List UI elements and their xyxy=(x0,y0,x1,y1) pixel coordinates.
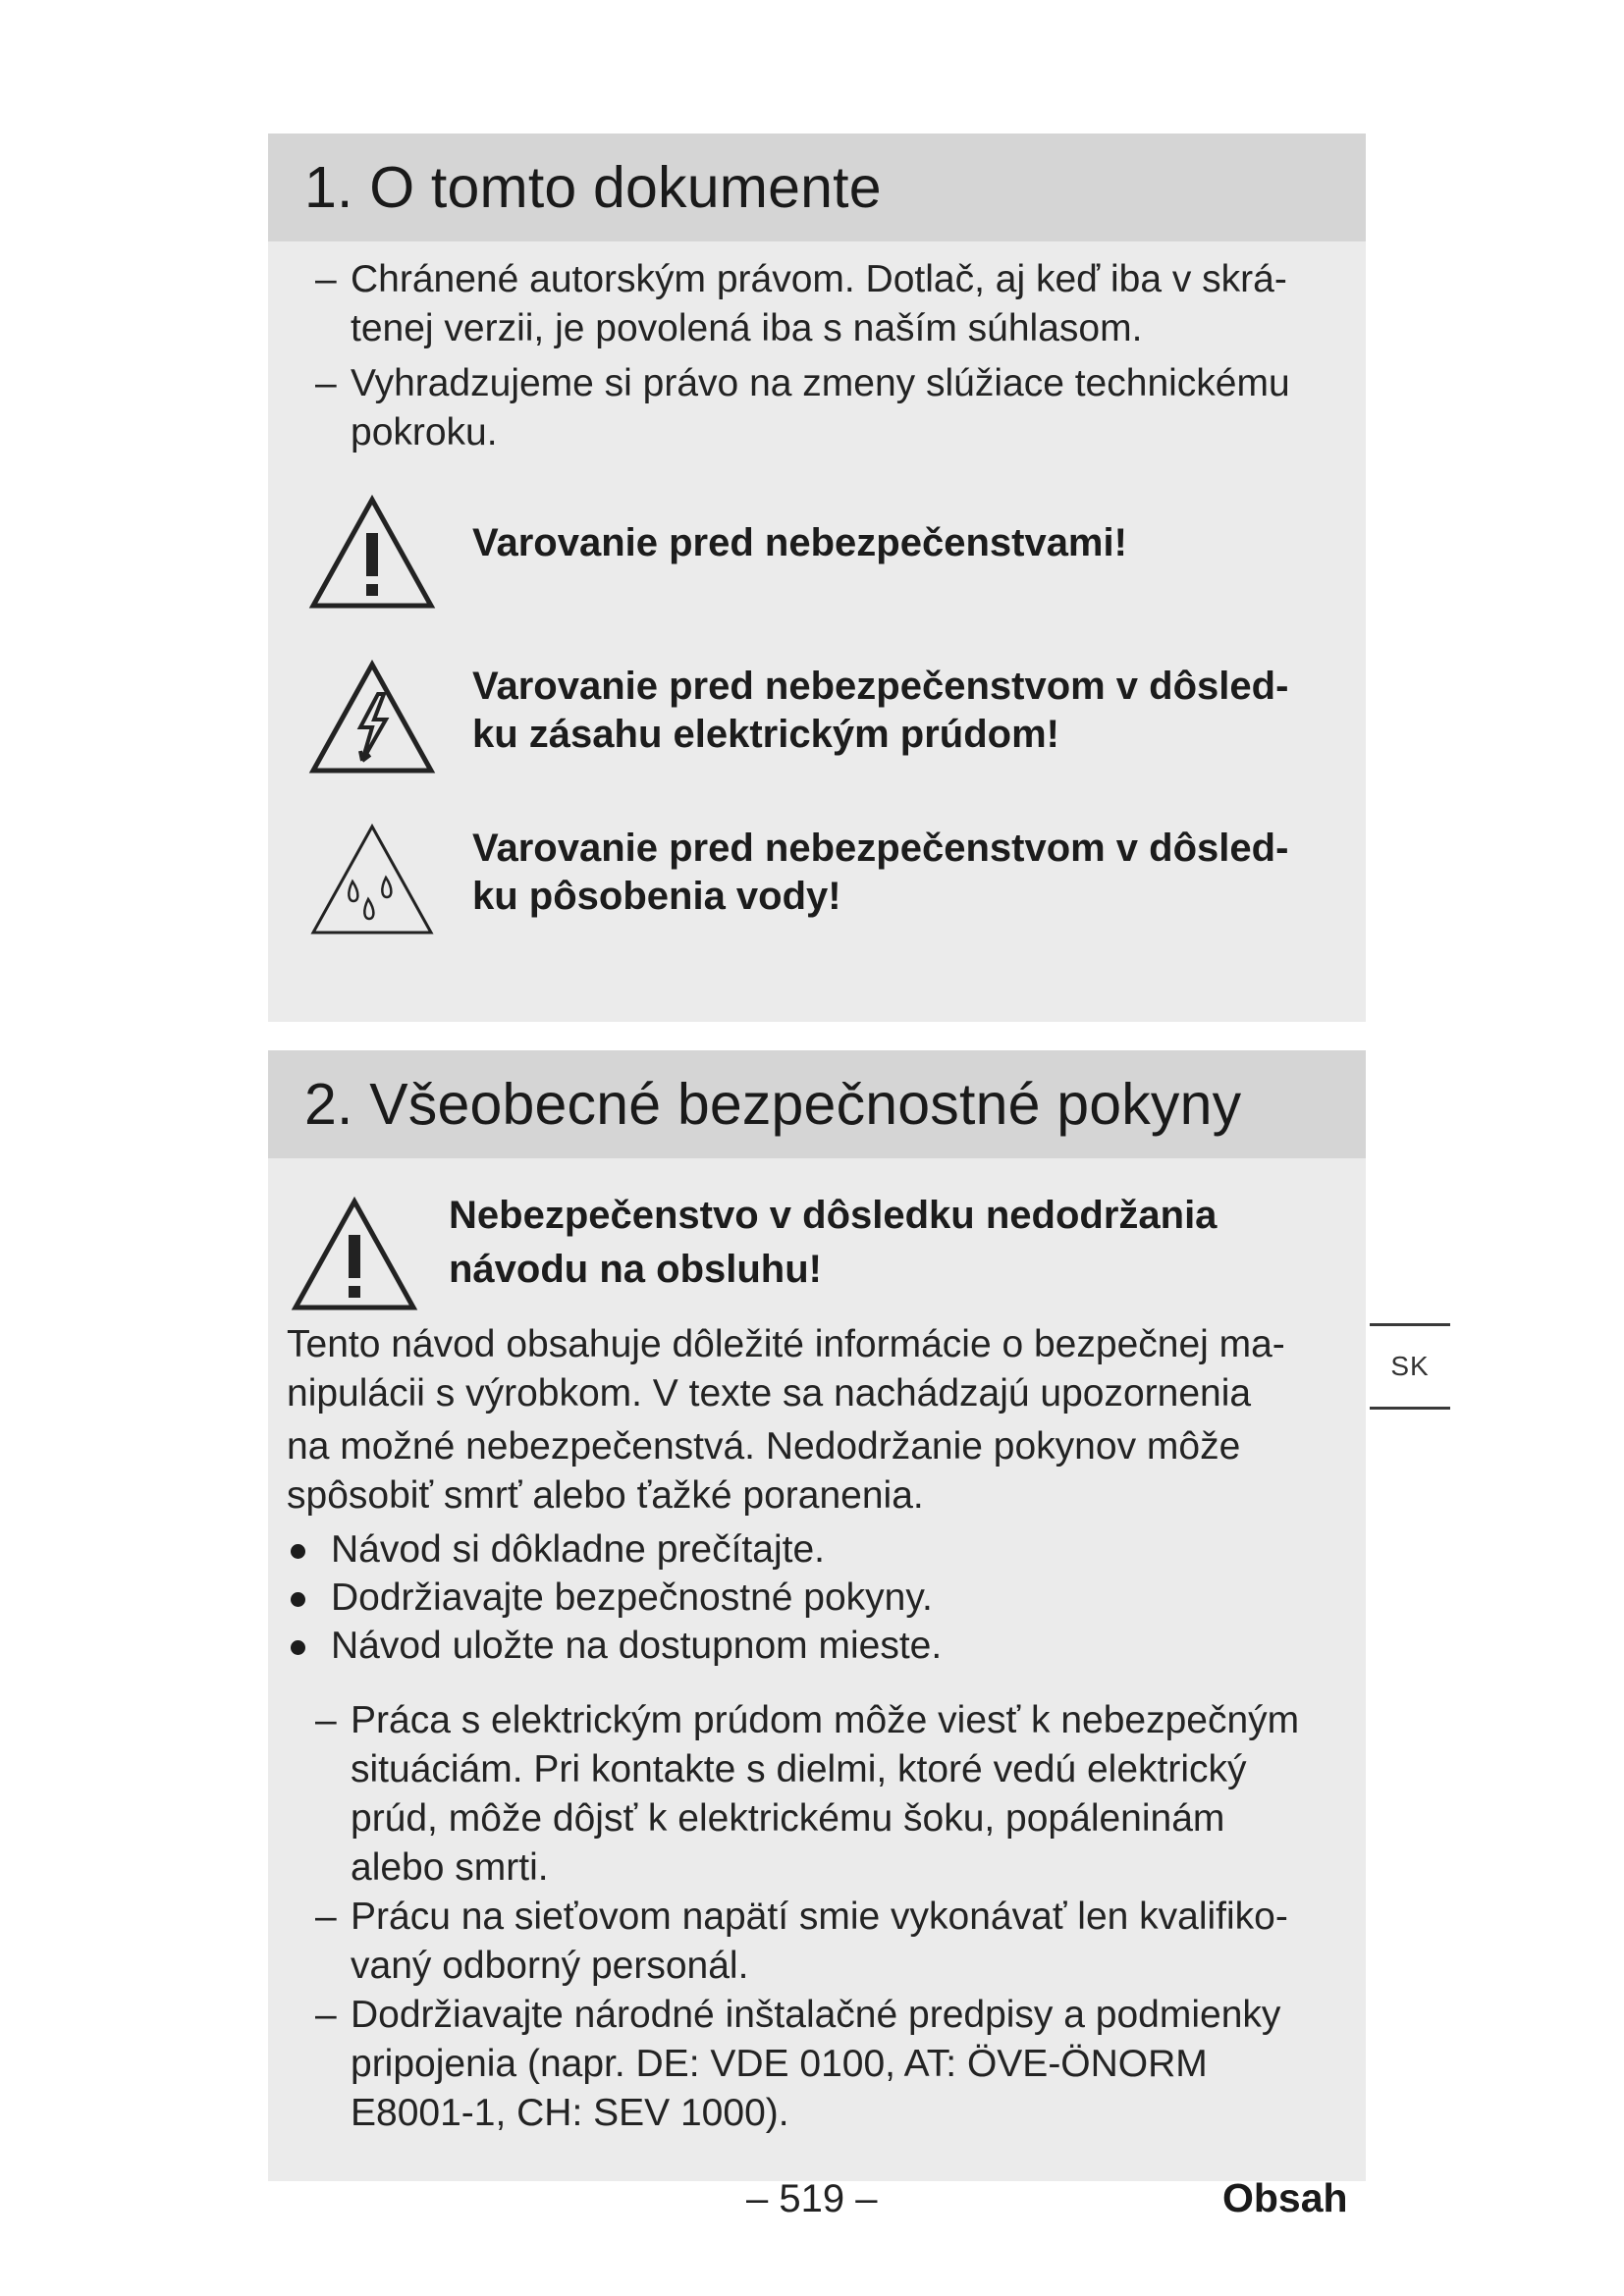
list-item: Návod si dôkladne prečítajte. xyxy=(287,1525,1347,1574)
note-item: – Vyhradzujeme si právo na zmeny slúžiace technickému pokroku. xyxy=(315,359,1356,457)
exclamation-warning-icon xyxy=(290,1196,419,1313)
note-item: – Dodržiavajte národné inštalačné predpisy a podmienky pripojenia (napr. DE: VDE 0100, AT: ÖVE-ÖNORM E8001-1, CH: SEV 1000). xyxy=(315,1991,1362,2138)
warning-water: Varovanie pred nebezpečenstvom v dôsled- ku pôsobenia vody! xyxy=(307,821,1288,938)
notes-list xyxy=(315,255,1356,457)
water-warning-icon xyxy=(307,821,437,938)
section-about-document xyxy=(268,133,1366,1022)
section-general-safety xyxy=(268,1050,1366,2181)
list-item: Dodržiavajte bezpečnostné pokyny. xyxy=(287,1574,1347,1622)
list-item: Návod uložte na dostupnom mieste. xyxy=(287,1622,1347,1670)
section-title: 2. Všeobecné bezpečnostné pokyny xyxy=(304,1072,1242,1137)
note-item: – Chránené autorským právom. Dotlač, aj keď iba v skrá- tenej verzii, je povolená iba s naším súhlasom. xyxy=(315,255,1356,353)
bullet-list xyxy=(287,1525,1347,1670)
page-number: – 519 – xyxy=(746,2177,878,2220)
note-item: – Prácu na sieťovom napätí smie vykonávať len kvalifiko- vaný odborný personál. xyxy=(315,1893,1362,1991)
section-header xyxy=(268,1050,1366,1158)
language-tab-sk[interactable]: SK xyxy=(1370,1323,1450,1410)
warning-general: Varovanie pred nebezpečenstvami! xyxy=(307,494,1127,612)
note-item: – Práca s elektrickým prúdom môže viesť k nebezpečným situáciám. Pri kontakte s dielmi, ktoré vedú elektrický prúd, môže dôjsť k elektrickému šoku, popáleninám alebo smrti. xyxy=(315,1696,1362,1893)
section-title: 1. O tomto dokumente xyxy=(304,155,882,220)
warning-electric: Varovanie pred nebezpečenstvom v dôsled- ku zásahu elektrickým prúdom! xyxy=(307,659,1288,776)
electric-shock-warning-icon xyxy=(307,659,437,776)
contents-link[interactable]: Obsah xyxy=(1222,2175,1348,2220)
section-header xyxy=(268,133,1366,241)
intro-paragraph: Tento návod obsahuje dôležité informácie o bezpečnej ma- nipulácii s výrobkom. V texte sa nachádzajú upozornenia na možné nebezpečenstvá. Nedodržanie pokynov môže spôsobiť smrť alebo ťažké poranenia. xyxy=(287,1323,1285,1517)
warning-instructions: Nebezpečenstvo v dôsledku nedodržania návodu na obsluhu! xyxy=(290,1196,1217,1313)
notes-list xyxy=(315,1696,1362,2138)
exclamation-warning-icon xyxy=(307,494,437,612)
